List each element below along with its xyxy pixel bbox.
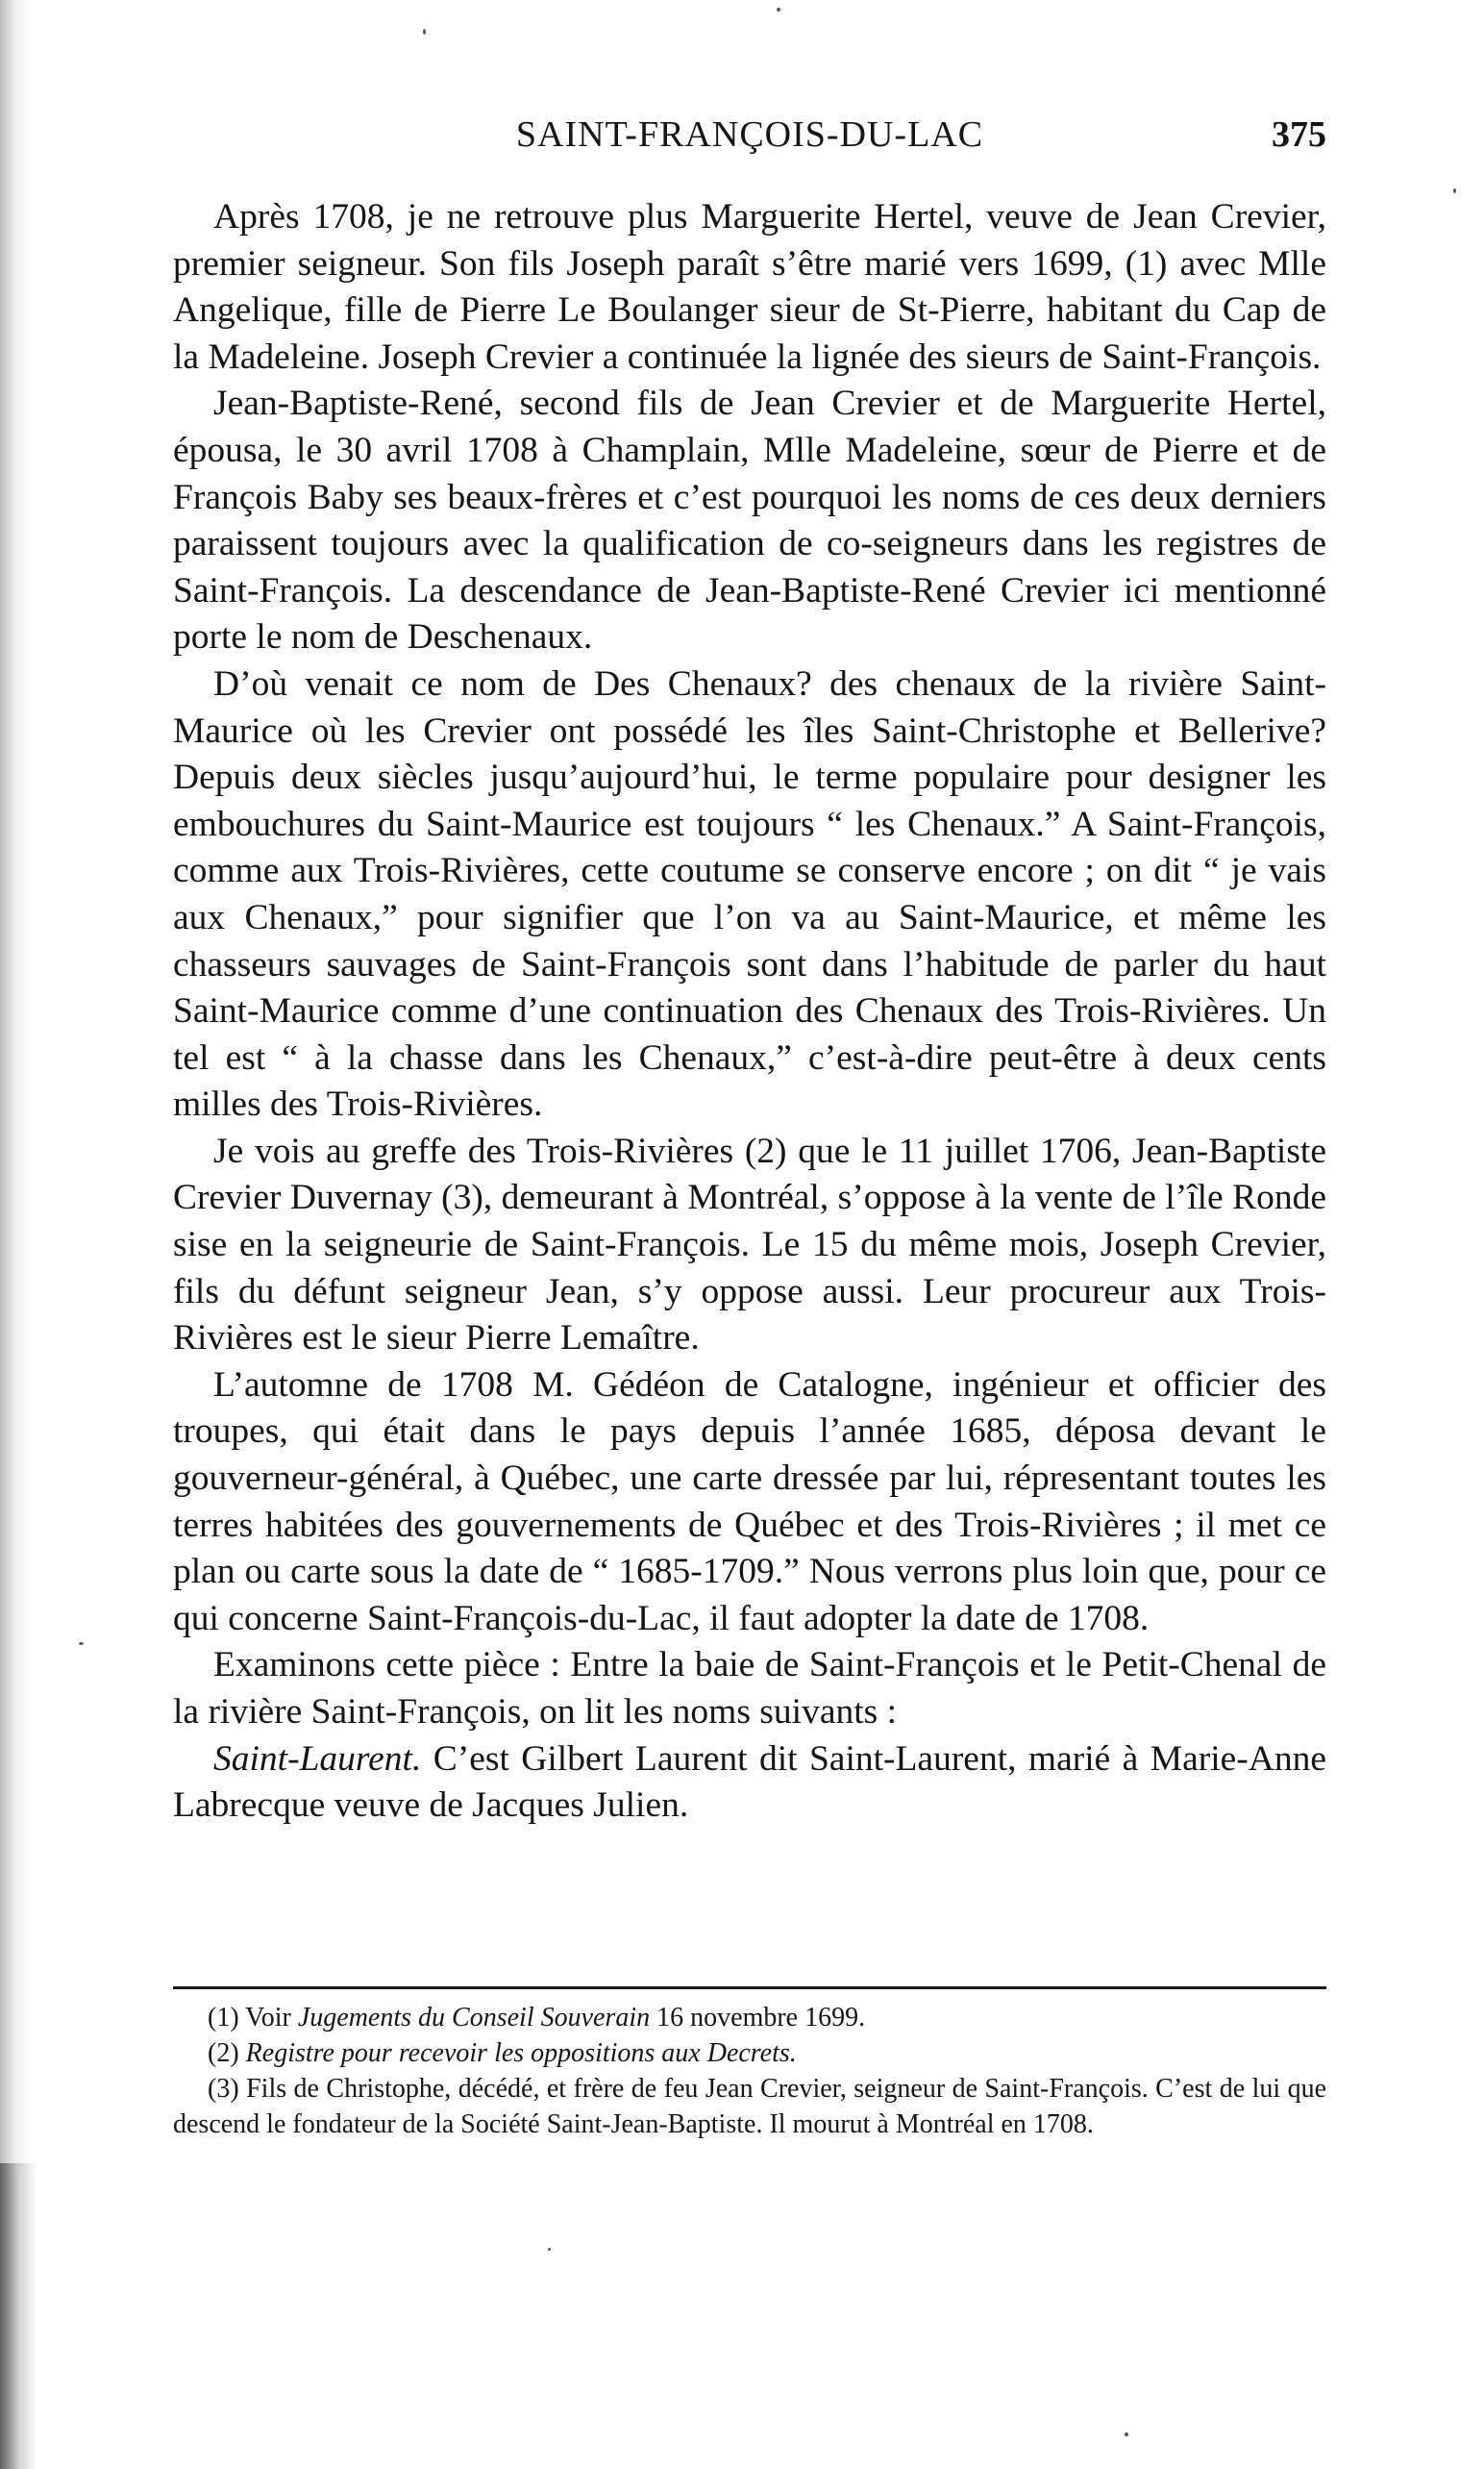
footnote-text: 16 novembre 1699. <box>650 2003 866 2033</box>
paragraph: D’où venait ce nom de Des Chenaux? des chenaux de la rivière Saint-Maurice où les Crevier ont possédé les îles Saint-Christophe et Bellerive? Depuis deux siècles jusqu’aujourd’hui, le terme populaire pour designer les embouchures du Saint-Maurice est toujours “ les Chenaux.” A Saint-François, comme aux Trois-Rivières, cette coutume se conserve encore ; on dit “ je vais aux Chenaux,” pour signifier que l’on va au Saint-Maurice, et même les chasseurs sauvages de Saint-François sont dans l’habitude de parler du haut Saint-Maurice comme d’une continuation des Chenaux des Trois-Rivières. Un tel est “ à la chasse dans les Chenaux,” c’est-à-dire peut-être à deux cents milles des Trois-Rivières. <box>173 663 1326 1125</box>
page-number: 375 <box>1272 114 1326 155</box>
footnote-rule <box>173 1986 1326 1989</box>
scan-speck <box>423 29 426 35</box>
scan-speck <box>548 2248 551 2251</box>
paragraph-text: C’est Gilbert Laurent dit Saint-Laurent, marié à Marie-Anne Labrecque veuve de Jacques Julien. <box>173 1738 1326 1826</box>
paragraph: Après 1708, je ne retrouve plus Marguerite Hertel, veuve de Jean Crevier, premier seigneur. Son fils Joseph paraît s’être marié vers 1699, (1) avec Mlle Angelique, fille de Pierre Le Boulanger sieur de St-Pierre, habitant du Cap de la Madeleine. Joseph Crevier a continuée la lignée des sieurs de Saint-François. <box>173 197 1326 377</box>
body-text <box>173 194 1326 1830</box>
footnotes <box>173 2000 1326 2142</box>
paragraph: Examinons cette pièce : Entre la baie de Saint-François et le Petit-Chenal de la rivière Saint-François, on lit les noms suivants : <box>173 1645 1326 1732</box>
italic-lead: Saint-Laurent. <box>213 1738 422 1779</box>
paragraph: Je vois au greffe des Trois-Rivières (2) que le 11 juillet 1706, Jean-Baptiste Crevier Duvernay (3), demeurant à Montréal, s’oppose à la vente de l’île Ronde sise en la seigneurie de Saint-François. Le 15 du même mois, Joseph Crevier, fils du défunt seigneur Jean, s’y oppose aussi. Leur procureur aux Trois-Rivières est le sieur Pierre Lemaître. <box>173 1131 1326 1359</box>
footnote-text: Fils de Christophe, décédé, et frère de feu Jean Crevier, seigneur de Saint-François. C’est de lui que descend le fondateur de la Société Saint-Jean-Baptiste. Il mourut à Montréal en 1708. <box>173 2074 1326 2139</box>
footnote-marker: (3) <box>208 2074 247 2104</box>
paragraph: Jean-Baptiste-René, second fils de Jean Crevier et de Marguerite Hertel, épousa, le 30 avril 1708 à Champlain, Mlle Madeleine, sœur de Pierre et de François Baby ses beaux-frères et c’est pourquoi les noms de ces deux derniers paraissent toujours avec la qualification de co-seigneurs dans les registres de Saint-François. La descendance de Jean-Baptiste-René Crevier ici mentionné porte le nom de Deschenaux. <box>173 384 1326 658</box>
scan-speck <box>1125 2432 1128 2436</box>
paragraph <box>173 1736 1326 1830</box>
footnote-marker: (2) <box>208 2038 246 2068</box>
footnote <box>173 2000 1326 2035</box>
footnote <box>173 2071 1326 2142</box>
footnote-italic: Jugements du Conseil Souverain <box>297 2003 651 2033</box>
running-title: SAINT-FRANÇOIS-DU-LAC <box>515 114 984 155</box>
binding-shadow <box>0 0 33 2469</box>
footnote <box>173 2035 1326 2071</box>
binding-shadow-dark <box>0 2163 38 2469</box>
scan-speck <box>79 1642 84 1645</box>
paragraph: L’automne de 1708 M. Gédéon de Catalogne, ingénieur et officier des troupes, qui était dans le pays depuis l’année 1685, déposa devant le gouverneur-général, à Québec, une carte dressée par lui, répresentant toutes les terres habitées des gouvernements de Québec et des Trois-Rivières ; il met ce plan ou carte sous la date de “ 1685-1709.” Nous verrons plus loin que, pour ce qui concerne Saint-François-du-Lac, il faut adopter la date de 1708. <box>173 1364 1326 1638</box>
footnote-marker: (1) Voir <box>208 2003 298 2033</box>
scan-speck <box>1453 188 1456 193</box>
page-header <box>173 113 1326 171</box>
footnote-italic: Registre pour recevoir les oppositions aux Decrets. <box>245 2038 797 2068</box>
scan-speck <box>777 8 780 12</box>
